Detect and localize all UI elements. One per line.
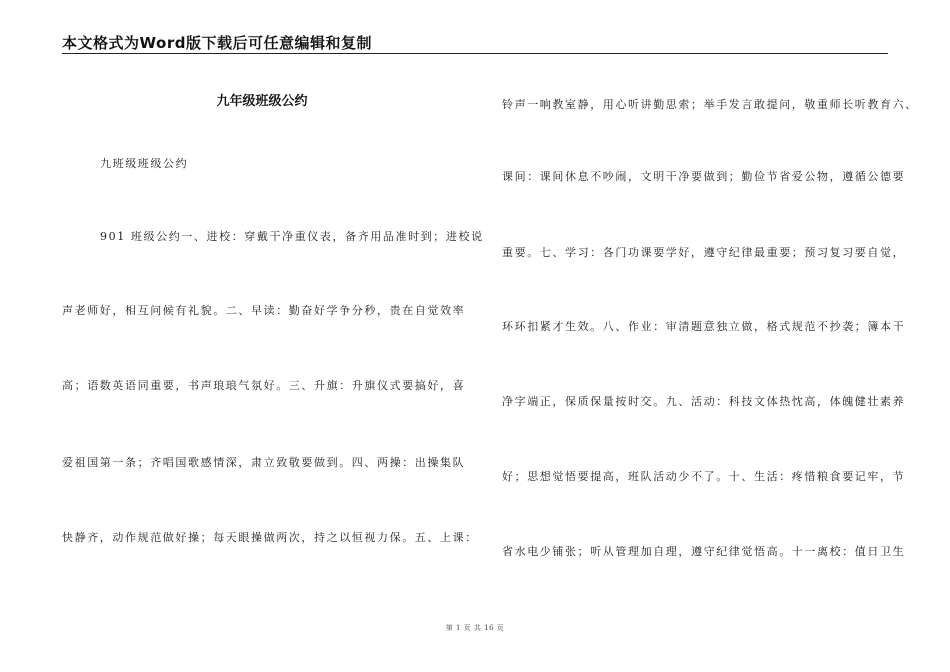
header-banner: 本文格式为Word版下载后可任意编辑和复制 xyxy=(62,34,372,52)
text-line: 声老师好，相互问候有礼貌。二、早读：勤奋好学争分秒，贵在自觉效率 xyxy=(62,304,466,317)
text-line: 铃声一响教室静，用心听讲勤思索；举手发言敢提问，敬重师长听教育六、 xyxy=(502,98,918,111)
text-line: 课间：课间休息不吵闹，文明干净要做到；勤俭节省爱公物，遵循公德要 xyxy=(502,170,906,183)
text-line: 好；思想觉悟要提高，班队活动少不了。十、生活：疼惜粮食要记牢，节 xyxy=(502,470,906,483)
text-line: 快静齐，动作规范做好操；每天眼操做两次，持之以恒视力保。五、上课： xyxy=(62,531,478,544)
text-line: 环环扣紧才生效。八、作业：审清题意独立做，格式规范不抄袭；簿本干 xyxy=(502,320,906,333)
page-number: 第 1 页 共 16 页 xyxy=(445,624,505,632)
text-line: 净字端正，保质保量按时交。九、活动：科技文体热忱高，体魄健壮素养 xyxy=(502,395,906,408)
text-line: 重要。七、学习：各门功课要学好，遵守纪律最重要；预习复习要自觉， xyxy=(502,246,906,259)
text-line: 爱祖国第一条；齐唱国歌感情深，肃立致敬要做到。四、两操：出操集队 xyxy=(62,456,466,469)
header-divider xyxy=(62,53,888,54)
text-line: 省水电少铺张；听从管理加自理，遵守纪律觉悟高。十一离校：值日卫生 xyxy=(502,545,906,558)
subtitle-line: 九班级班级公约 xyxy=(100,157,189,170)
document-title: 九年级班级公约 xyxy=(216,94,308,109)
text-line: 高；语数英语同重要，书声琅琅气氛好。三、升旗：升旗仪式要搞好，喜 xyxy=(62,379,466,392)
text-line: 901 班级公约一、进校：穿戴干净重仪表，备齐用品准时到；进校说 xyxy=(100,230,484,243)
